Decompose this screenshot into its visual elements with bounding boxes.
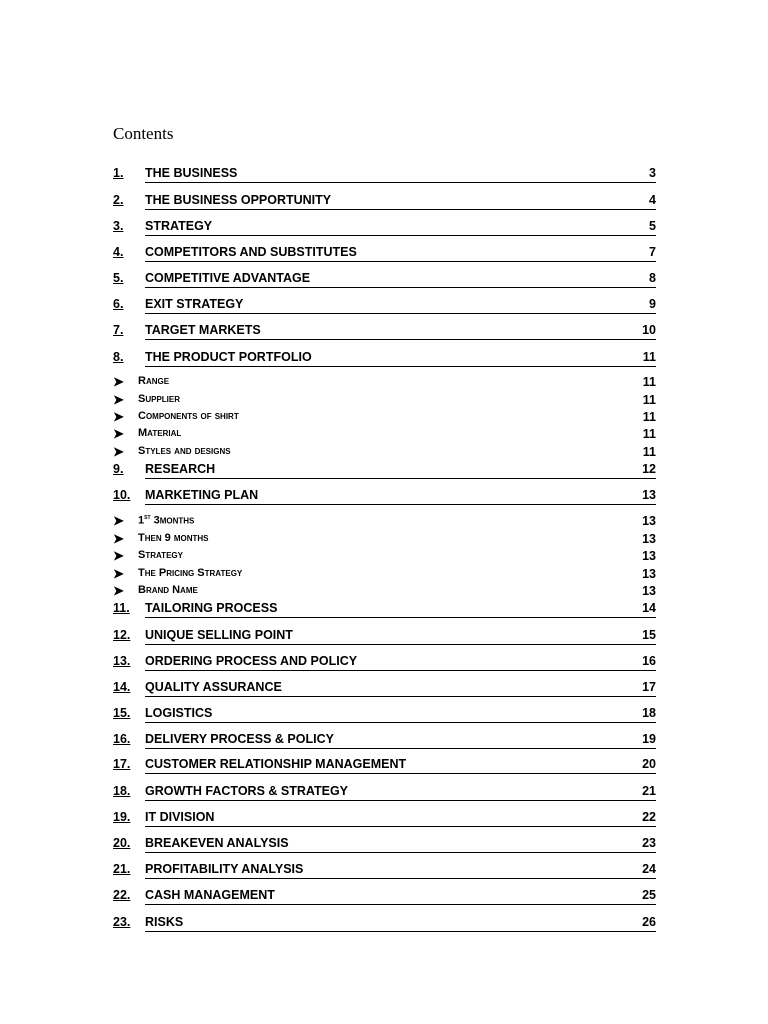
toc-entry[interactable] — [113, 193, 656, 211]
toc-entry[interactable] — [113, 323, 656, 341]
toc-entry-number: 2. — [113, 193, 124, 207]
toc-entry-title: RISKS — [145, 915, 184, 929]
toc-entry[interactable] — [113, 862, 656, 880]
toc-entry-title: GROWTH FACTORS & STRATEGY — [145, 784, 349, 798]
toc-entry-number: 1. — [113, 166, 124, 180]
toc-entry-leader — [145, 323, 656, 340]
toc-entry-page: 25 — [642, 888, 656, 902]
toc-entry-leader — [145, 297, 656, 314]
toc-subentry[interactable] — [113, 410, 656, 428]
toc-entry-title: UNIQUE SELLING POINT — [145, 628, 293, 642]
toc-entry-page: 15 — [642, 628, 656, 642]
toc-entry-title: QUALITY ASSURANCE — [145, 680, 282, 694]
toc-entry-page: 9 — [649, 297, 656, 311]
toc-entry[interactable] — [113, 888, 656, 906]
toc-entry-title: LOGISTICS — [145, 706, 213, 720]
toc-subentry[interactable] — [113, 445, 656, 463]
toc-entry[interactable] — [113, 166, 656, 184]
toc-entry-page: 7 — [649, 245, 656, 259]
toc-subentry-title: The Pricing Strategy — [138, 567, 243, 579]
bullet-arrow-icon: ➤ — [113, 513, 124, 528]
toc-entry-page: 23 — [642, 836, 656, 850]
toc-entry-leader — [145, 784, 656, 801]
toc-entry-page: 16 — [642, 654, 656, 668]
toc-entry-leader — [145, 732, 656, 749]
toc-entry-number: 5. — [113, 271, 124, 285]
toc-subentry-page: 13 — [642, 584, 656, 598]
toc-entry-number: 10. — [113, 488, 131, 502]
toc-entry-page: 11 — [642, 350, 656, 364]
toc-entry[interactable] — [113, 784, 656, 802]
toc-subentry-title: Then 9 months — [138, 532, 209, 544]
toc-entry-leader — [145, 462, 656, 479]
toc-subentry-page: 13 — [642, 514, 656, 528]
toc-entry[interactable] — [113, 488, 656, 506]
bullet-arrow-icon: ➤ — [113, 392, 124, 407]
toc-entry[interactable] — [113, 271, 656, 289]
toc-entry-title: MARKETING PLAN — [145, 488, 259, 502]
ordinal-suffix: st — [144, 514, 151, 521]
toc-entry[interactable] — [113, 297, 656, 315]
toc-entry-page: 5 — [649, 219, 656, 233]
toc-entry-page: 21 — [642, 784, 656, 798]
toc-entry-number: 9. — [113, 462, 124, 476]
toc-entry-page: 22 — [642, 810, 656, 824]
toc-entry-title: IT DIVISION — [145, 810, 215, 824]
toc-entry-number: 15. — [113, 706, 131, 720]
toc-entry-leader — [145, 271, 656, 288]
toc-entry[interactable] — [113, 219, 656, 237]
toc-entry-title: THE BUSINESS OPPORTUNITY — [145, 193, 332, 207]
toc-entry-leader — [145, 219, 656, 236]
toc-subentry-page: 13 — [642, 549, 656, 563]
toc-entry-number: 17. — [113, 757, 131, 771]
toc-subentry-page: 13 — [642, 532, 656, 546]
toc-subentry-title: Supplier — [138, 393, 181, 405]
bullet-arrow-icon: ➤ — [113, 548, 124, 563]
toc-subentry-title: Components of shirt — [138, 410, 239, 422]
toc-entry-number: 13. — [113, 654, 131, 668]
toc-entry-number: 23. — [113, 915, 131, 929]
toc-entry-page: 19 — [642, 732, 656, 746]
bullet-arrow-icon: ➤ — [113, 444, 124, 459]
toc-entry-title: COMPETITORS AND SUBSTITUTES — [145, 245, 357, 259]
toc-entry-title: TARGET MARKETS — [145, 323, 261, 337]
toc-entry-number: 16. — [113, 732, 131, 746]
bullet-arrow-icon: ➤ — [113, 374, 124, 389]
toc-entry-page: 8 — [649, 271, 656, 285]
toc-subentry-title: Range — [138, 375, 170, 387]
toc-subentry-page: 11 — [642, 445, 656, 459]
toc-entry[interactable] — [113, 628, 656, 646]
toc-entry[interactable] — [113, 245, 656, 263]
toc-entry-number: 6. — [113, 297, 124, 311]
toc-entry-page: 24 — [642, 862, 656, 876]
toc-subentry-title: 1st 3months — [138, 514, 195, 527]
toc-entry-page: 17 — [642, 680, 656, 694]
toc-entry-number: 4. — [113, 245, 124, 259]
toc-subentry[interactable] — [113, 532, 656, 550]
bullet-arrow-icon: ➤ — [113, 426, 124, 441]
bullet-arrow-icon: ➤ — [113, 566, 124, 581]
toc-entry[interactable] — [113, 350, 656, 368]
toc-entry-page: 26 — [642, 915, 656, 929]
toc-subentry[interactable] — [113, 567, 656, 585]
toc-subentry-title: Styles and designs — [138, 445, 231, 457]
toc-entry-title: PROFITABILITY ANALYSIS — [145, 862, 304, 876]
toc-entry-leader — [145, 166, 656, 183]
toc-entry-title: CASH MANAGEMENT — [145, 888, 275, 902]
toc-subentry[interactable] — [113, 549, 656, 567]
toc-entry[interactable] — [113, 601, 656, 619]
toc-subentry-page: 11 — [642, 393, 656, 407]
toc-entry-page: 18 — [642, 706, 656, 720]
toc-entry-page: 14 — [642, 601, 656, 615]
toc-subentry[interactable] — [113, 514, 656, 532]
toc-entry-number: 14. — [113, 680, 131, 694]
toc-entry-page: 4 — [649, 193, 656, 207]
toc-entry-leader — [145, 245, 656, 262]
toc-entry-title: RESEARCH — [145, 462, 216, 476]
toc-entry[interactable] — [113, 654, 656, 672]
toc-entry[interactable] — [113, 757, 656, 775]
toc-subentry[interactable] — [113, 427, 656, 445]
toc-entry-leader — [145, 757, 656, 774]
bullet-arrow-icon: ➤ — [113, 409, 124, 424]
toc-entry-leader — [145, 862, 656, 879]
toc-entry[interactable] — [113, 810, 656, 828]
toc-entry-leader — [145, 654, 656, 671]
toc-entry[interactable] — [113, 462, 656, 480]
toc-entry-leader — [145, 836, 656, 853]
toc-subentry-page: 11 — [642, 410, 656, 424]
toc-entry-number: 19. — [113, 810, 131, 824]
toc-entry[interactable] — [113, 915, 656, 933]
toc-entry-number: 22. — [113, 888, 131, 902]
toc-entry-leader — [145, 350, 656, 367]
toc-entry-number: 20. — [113, 836, 131, 850]
toc-entry-leader — [145, 601, 656, 618]
toc-entry-number: 7. — [113, 323, 124, 337]
toc-entry[interactable] — [113, 680, 656, 698]
toc-entry-number: 3. — [113, 219, 124, 233]
toc-subentry[interactable] — [113, 393, 656, 411]
contents-heading: Contents — [113, 124, 174, 143]
toc-entry-leader — [145, 810, 656, 827]
toc-entry-number: 11. — [113, 601, 130, 615]
toc-subentry-title: Material — [138, 427, 182, 439]
toc-entry-page: 10 — [642, 323, 656, 337]
toc-subentry[interactable] — [113, 584, 656, 602]
toc-entry-page: 20 — [642, 757, 656, 771]
toc-entry-leader — [145, 488, 656, 505]
toc-subentry[interactable] — [113, 375, 656, 393]
toc-entry-title: COMPETITIVE ADVANTAGE — [145, 271, 311, 285]
toc-entry-leader — [145, 628, 656, 645]
toc-entry-page: 3 — [649, 166, 656, 180]
toc-entry-number: 12. — [113, 628, 131, 642]
toc-entry-page: 13 — [642, 488, 656, 502]
toc-entry-number: 18. — [113, 784, 131, 798]
toc-entry-leader — [145, 193, 656, 210]
toc-entry-title: THE BUSINESS — [145, 166, 238, 180]
toc-entry-number: 21. — [113, 862, 131, 876]
toc-entry[interactable] — [113, 706, 656, 724]
toc-entry-title: TAILORING PROCESS — [145, 601, 278, 615]
toc-entry[interactable] — [113, 732, 656, 750]
toc-subentry-title: Strategy — [138, 549, 183, 561]
toc-entry-title: BREAKEVEN ANALYSIS — [145, 836, 289, 850]
toc-entry-number: 8. — [113, 350, 124, 364]
toc-entry-title: ORDERING PROCESS AND POLICY — [145, 654, 358, 668]
toc-entry-title: EXIT STRATEGY — [145, 297, 244, 311]
toc-subentry-page: 11 — [642, 375, 656, 389]
toc-entry-title: DELIVERY PROCESS & POLICY — [145, 732, 334, 746]
toc-entry-leader — [145, 680, 656, 697]
toc-entry-leader — [145, 915, 656, 932]
toc-entry-title: THE PRODUCT PORTFOLIO — [145, 350, 312, 364]
toc-entry[interactable] — [113, 836, 656, 854]
toc-subentry-page: 11 — [642, 427, 656, 441]
toc-entry-page: 12 — [642, 462, 656, 476]
bullet-arrow-icon: ➤ — [113, 531, 124, 546]
toc-subentry-title: Brand Name — [138, 584, 198, 596]
toc-entry-leader — [145, 706, 656, 723]
bullet-arrow-icon: ➤ — [113, 583, 124, 598]
toc-subentry-page: 13 — [642, 567, 656, 581]
toc-entry-title: STRATEGY — [145, 219, 213, 233]
toc-entry-title: CUSTOMER RELATIONSHIP MANAGEMENT — [145, 757, 407, 771]
toc-entry-leader — [145, 888, 656, 905]
